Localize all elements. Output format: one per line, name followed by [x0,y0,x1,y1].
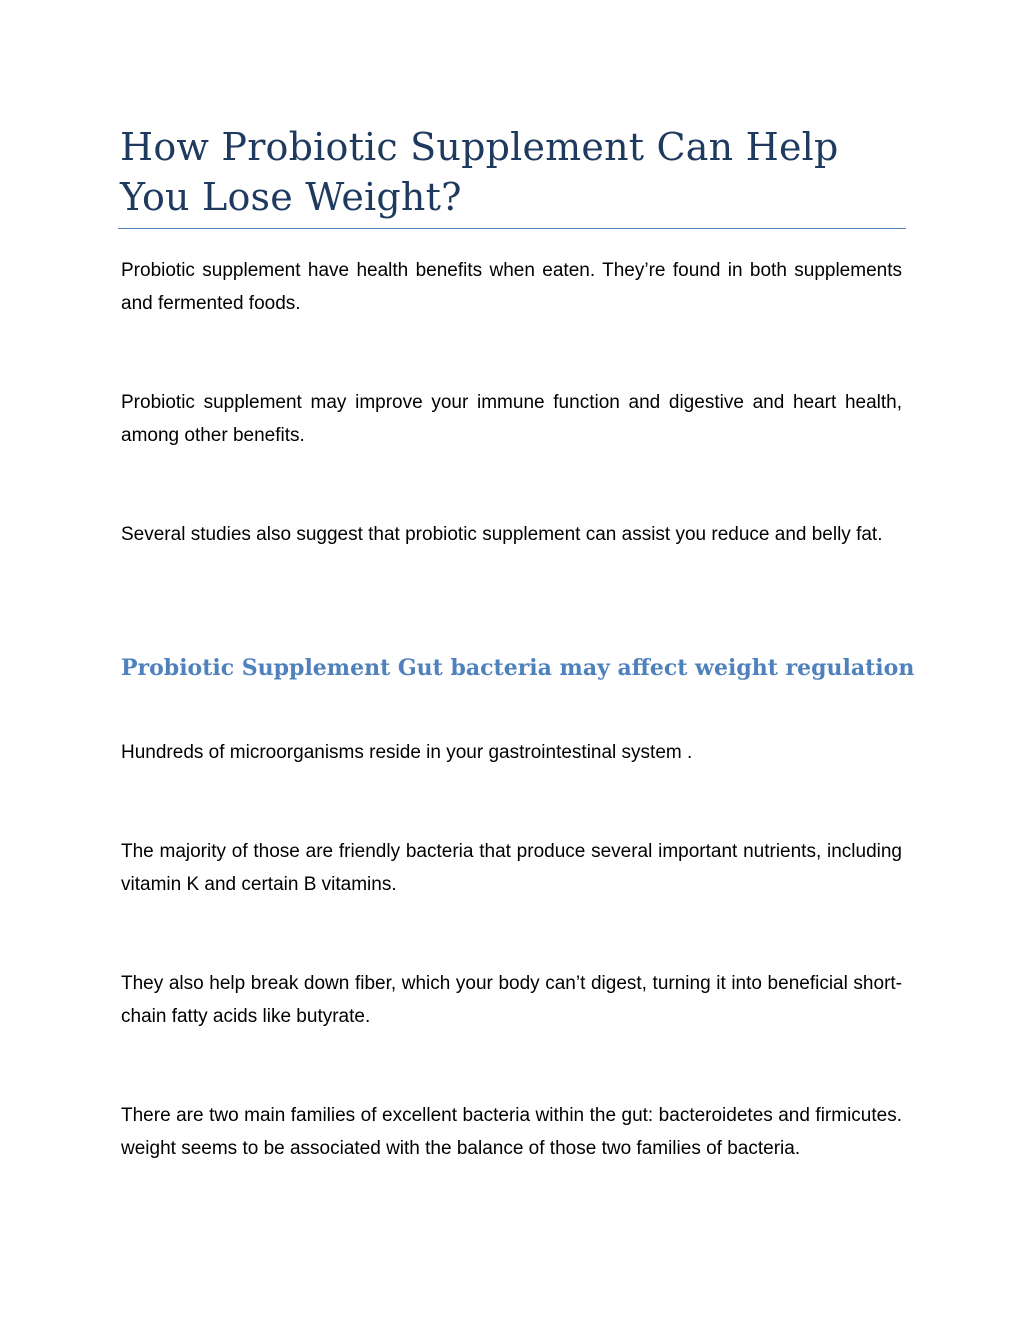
section-paragraph-1: Hundreds of microorganisms reside in your gastrointestinal system . [121,742,693,763]
section-heading: Probiotic Supplement Gut bacteria may affect weight regulation [121,655,915,681]
title-underline-divider [118,228,906,229]
intro-paragraph-3: Several studies also suggest that probiotic supplement can assist you reduce and belly fat. [121,524,883,545]
document-title: How Probiotic Supplement Can Help You Lose Weight? [120,125,839,219]
section-paragraph-4: There are two main families of excellent bacteria within the gut: bacteroidetes and firmicutes. weight seems to be associated with the balance of those two families of bacteria. [121,1105,902,1159]
section-paragraph-3: They also help break down fiber, which your body can’t digest, turning it into beneficial short-chain fatty acids like butyrate. [121,973,902,1027]
section-paragraph-2: The majority of those are friendly bacteria that produce several important nutrients, including vitamin K and certain B vitamins. [121,841,902,895]
intro-paragraph-1: Probiotic supplement have health benefits when eaten. They’re found in both supplements and fermented foods. [121,260,902,314]
intro-paragraph-2: Probiotic supplement may improve your immune function and digestive and heart health, among other benefits. [121,392,902,446]
